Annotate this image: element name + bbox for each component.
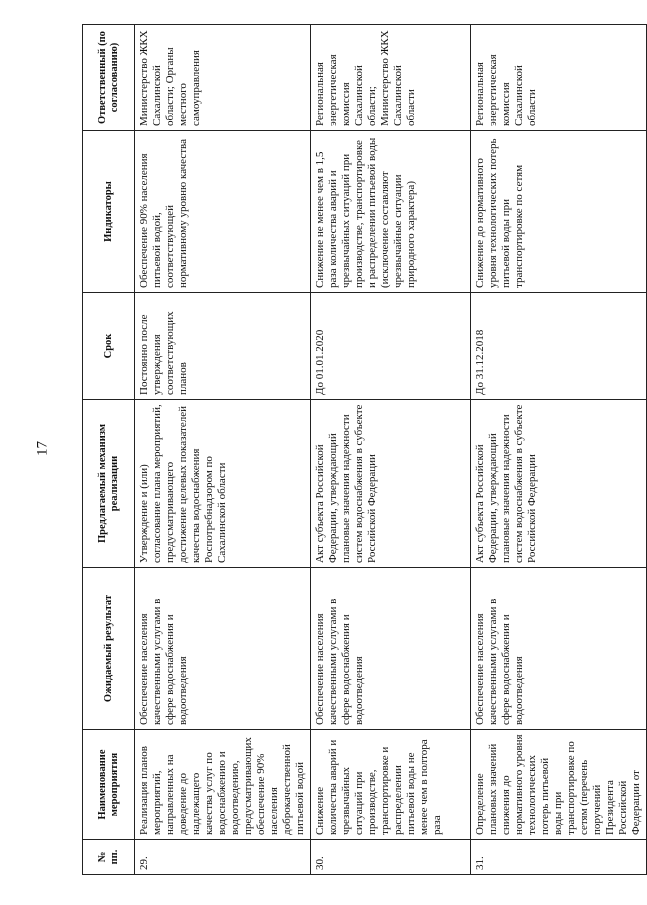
cell-result: Обеспечение населения качественными услугами в сфере водоснабжения и водоотведения (471, 568, 647, 730)
cell-responsible: Министерство ЖКХ Сахалинской области; Органы местного самоуправления (135, 25, 311, 131)
cell-name: Реализация планов мероприятий, направленных на доведение до надлежащего качества услуг по водоснабжению и водоотведению, предусматривающих обеспечение 90% населения доброкачественной питьевой водой (135, 730, 311, 840)
header-result: Ожидаемый результат (83, 568, 135, 730)
table-row (471, 25, 647, 875)
cell-mechanism: Утверждение и (или) согласование плана мероприятий, предусматривающего достижение целевых показателей качества водоснабжения Роспотребнадзором по Сахалинской области (135, 400, 311, 568)
cell-num: 31. (471, 840, 647, 875)
rotated-page (82, 25, 642, 875)
cell-mechanism: Акт субъекта Российской Федерации, утверждающий плановые значения надежности систем водоснабжения в субъекте Российской Федерации (471, 400, 647, 568)
cell-term: До 01.01.2020 (311, 293, 471, 400)
cell-result: Обеспечение населения качественными услугами в сфере водоснабжения и водоотведения (135, 568, 311, 730)
header-row (83, 25, 135, 875)
cell-num: 30. (311, 840, 471, 875)
cell-term: Постоянно после утверждения соответствующих планов (135, 293, 311, 400)
header-mechanism: Предлагаемый механизм реализации (83, 400, 135, 568)
cell-responsible: Региональная энергетическая комиссия Сахалинской области (471, 25, 647, 131)
cell-mechanism: Акт субъекта Российской Федерации, утверждающий плановые значения надежности систем водоснабжения в субъекте Российской Федерации (311, 400, 471, 568)
measures-table (82, 24, 647, 875)
rotated-content (82, 25, 642, 875)
header-term: Срок (83, 293, 135, 400)
header-indicators: Индикаторы (83, 131, 135, 293)
cell-indicators: Снижение не менее чем в 1,5 раза количества аварий и чрезвычайных ситуаций при производстве, транспортировке и распределении питьевой воды (исключение составляют чрезвычайные ситуации природного характера) (311, 131, 471, 293)
cell-name: Определение плановых значений снижения до нормативного уровня технологических потерь питьевой воды при транспортировке по сетям (перечень поручений Президента Российской Федерации от (471, 730, 647, 840)
table-row (311, 25, 471, 875)
header-name: Наименование мероприятия (83, 730, 135, 840)
cell-indicators: Обеспечение 90% населения питьевой водой, соответствующей нормативному уровню качества (135, 131, 311, 293)
cell-responsible: Региональная энергетическая комиссия Сахалинской области; Министерство ЖКХ Сахалинской области (311, 25, 471, 131)
header-num: № пп. (83, 840, 135, 875)
table-row (135, 25, 311, 875)
cell-num: 29. (135, 840, 311, 875)
header-responsible: Ответственный (по согласованию) (83, 25, 135, 131)
page-number: 17 (34, 441, 51, 456)
cell-name: Снижение количества аварий и чрезвычайных ситуаций при производстве, транспортировке и распределении питьевой воды не менее чем в полтора раза (311, 730, 471, 840)
cell-result: Обеспечение населения качественными услугами в сфере водоснабжения и водоотведения (311, 568, 471, 730)
cell-term: До 31.12.2018 (471, 293, 647, 400)
cell-indicators: Снижение до нормативного уровня технологических потерь питьевой воды при транспортировке по сетям (471, 131, 647, 293)
